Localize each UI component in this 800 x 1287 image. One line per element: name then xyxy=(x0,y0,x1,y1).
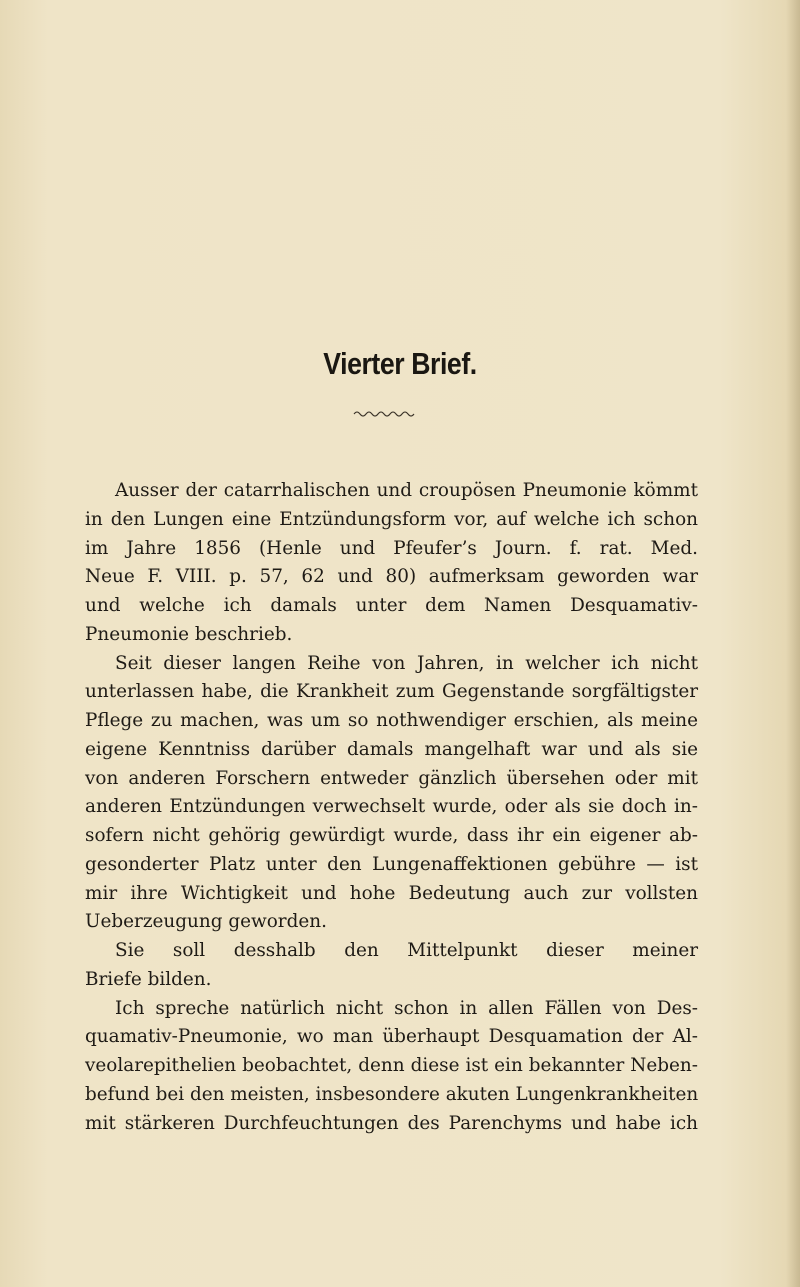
text-line: Ausser der catarrhalischen und croupösen Pneumonie kömmt xyxy=(115,480,698,501)
wavy-ornament-divider xyxy=(353,409,415,417)
text-line: Ueberzeugung geworden. xyxy=(85,911,327,933)
text-line: eigene Kenntniss darüber damals mangelhaft war und als sie xyxy=(85,738,698,760)
text-line: Briefe bilden. xyxy=(85,968,212,990)
text-line: quamativ-Pneumonie, wo man überhaupt Desquamation der Al- xyxy=(85,1026,698,1048)
text-line: von anderen Forschern entweder gänzlich übersehen oder mit xyxy=(85,767,698,789)
text-line: Ich spreche natürlich nicht schon in allen Fällen von Des- xyxy=(115,997,698,1019)
page-edge-shadow xyxy=(786,0,800,1287)
text-line: und welche ich damals unter dem Namen Desquamativ- xyxy=(85,595,698,616)
text-line: befund bei den meisten, insbesondere akuten Lungenkrankheiten xyxy=(85,1083,699,1105)
text-line: anderen Entzündungen verwechselt wurde, oder als sie doch in- xyxy=(85,796,698,818)
text-line: im Jahre 1856 (Henle und Pfeufer’s Journ. f. rat. Med. xyxy=(85,537,698,559)
text-line: mit stärkeren Durchfeuchtungen des Parenchyms und habe ich xyxy=(85,1112,698,1134)
text-line: veolarepithelien beobachtet, denn diese ist ein bekannter Neben- xyxy=(85,1055,698,1076)
text-line: gesonderter Platz unter den Lungenaffektionen gebühre — ist xyxy=(85,853,698,875)
text-line: sofern nicht gehörig gewürdigt wurde, dass ihr ein eigener ab- xyxy=(85,825,698,846)
text-line: Sie soll desshalb den Mittelpunkt dieser meiner xyxy=(115,940,698,961)
letter-body xyxy=(85,477,698,1138)
text-line: Neue F. VIII. p. 57, 62 und 80) aufmerksam geworden war xyxy=(85,566,698,588)
text-line: in den Lungen eine Entzündungsform vor, auf welche ich schon xyxy=(85,508,698,530)
text-line: Seit dieser langen Reihe von Jahren, in welcher ich nicht xyxy=(115,652,698,674)
text-line: unterlassen habe, die Krankheit zum Gegenstande sorgfältigster xyxy=(85,681,698,703)
text-line: Pneumonie beschrieb. xyxy=(85,623,293,645)
chapter-heading: Vierter Brief. xyxy=(323,346,477,381)
text-line: Pflege zu machen, was um so nothwendiger erschien, als meine xyxy=(85,710,698,731)
text-line: mir ihre Wichtigkeit und hohe Bedeutung auch zur vollsten xyxy=(85,882,698,904)
